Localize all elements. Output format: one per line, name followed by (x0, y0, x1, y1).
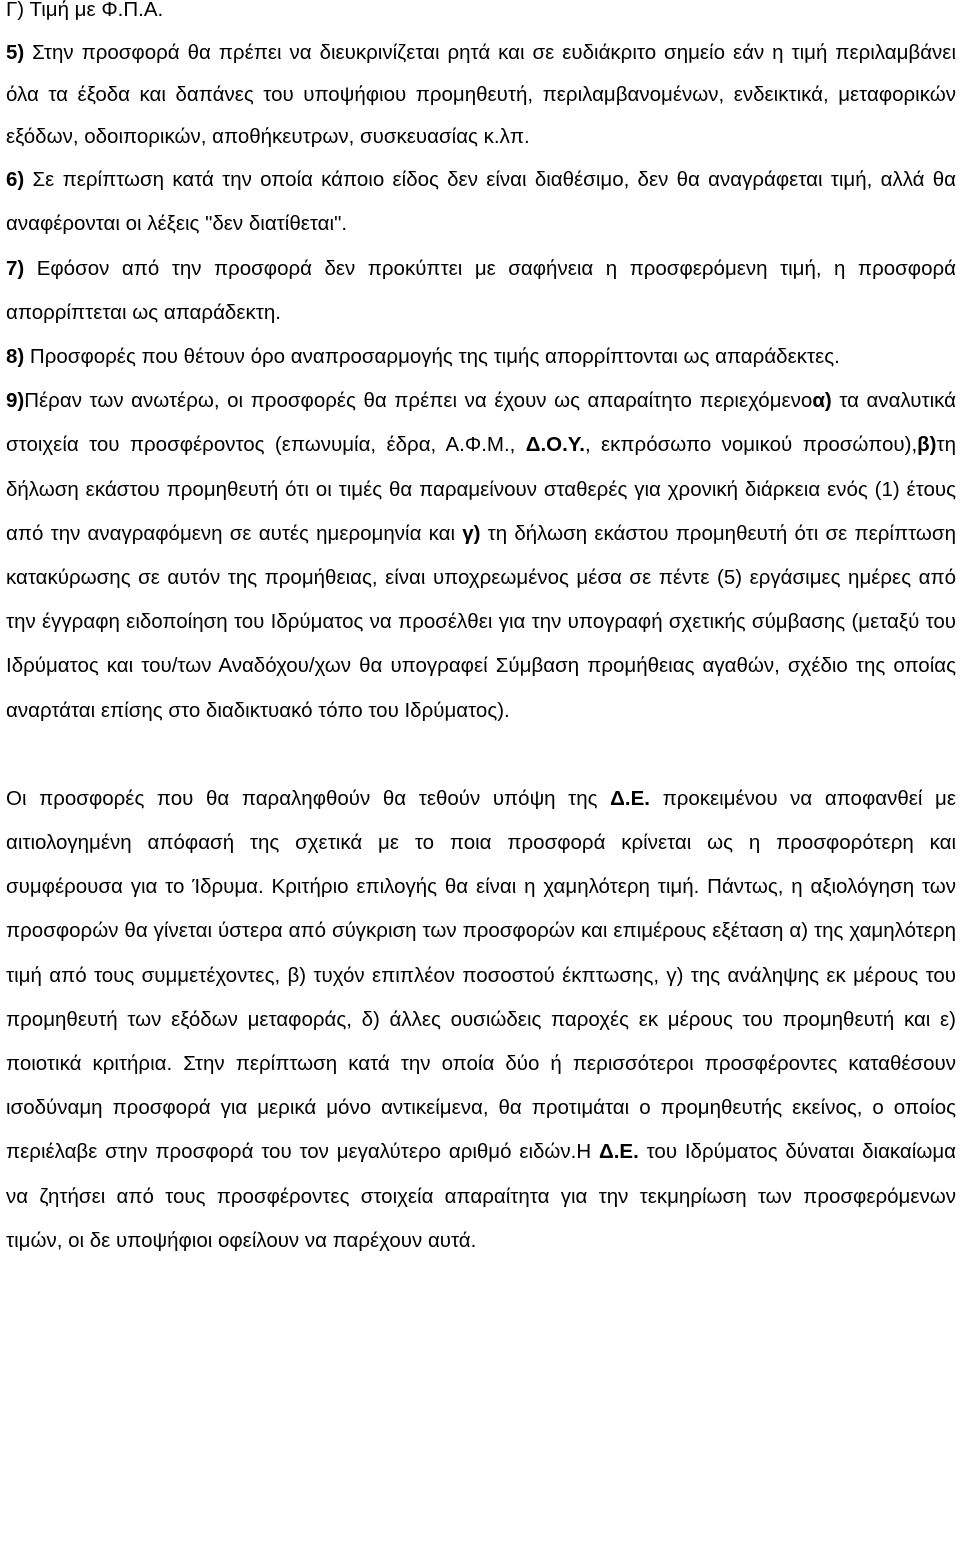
item-text: Στην προσφορά θα πρέπει να διευκρινίζεται ρητά και σε ευδιάκριτο σημείο εάν η τιμή περιλαμβάνει όλα τα έξοδα και δαπάνες του υποψήφιου προμηθευτή, περιλαμβανομένων, ενδεικτικά, μεταφορικών εξόδων, οδοιπορικών, αποθήκευτρων, συσκευασίας κ.λπ. (6, 41, 956, 149)
paragraph-spacer (6, 733, 956, 777)
doy-abbrev: Δ.Ο.Υ. (525, 433, 585, 457)
marker-a: α) (812, 389, 832, 413)
item-text: Εφόσον από την προσφορά δεν προκύπτει με σαφήνεια η προσφερόμενη τιμή, η προσφορά απορρίπτεται ως απαράδεκτη. (6, 256, 956, 324)
evaluation-text-closing: του Ιδρύματος δύναται διακαίωμα να ζητήσει από τους προσφέροντες στοιχεία απαραίτητα για την τεκμηρίωση των προσφερόμενων τιμών, οι δε υποψήφιοι οφείλουν να παρέχουν αυτά. (6, 1140, 957, 1252)
item-number: 5) (6, 41, 25, 65)
board-abbrev: Δ.Ε. (610, 786, 650, 810)
item-text-price-statement: τη δήλωση εκάστου προμηθευτή ότι οι τιμές θα παραμείνουν σταθερές για χρονική διάρκεια ενός (1) έτους από την αναγραφόμενη σε αυτές ημερομηνία και (6, 433, 956, 545)
item-text: Προσφορές που θέτουν όρο αναπροσαρμογής της τιμής απορρίπτονται ως απαράδεκτες. (24, 345, 840, 369)
paragraph-item-7 (6, 247, 956, 335)
paragraph-item-5 (6, 32, 956, 158)
paragraph-evaluation (6, 777, 956, 1263)
marker-c: γ) (462, 521, 481, 545)
marker-b: β) (917, 433, 937, 457)
evaluation-text-body: προκειμένου να αποφανθεί με αιτιολογημένη απόφασή της σχετικά με το ποια προσφορά κρίνεται ως η προσφορότερη και συμφέρουσα για το Ίδρυμα. Κριτήριο επιλογής θα είναι η χαμηλότερη τιμή. Πάντως, η αξιολόγηση των προσφορών θα γίνεται ύστερα από σύγκριση των προσφορών και επιμέρους εξέταση α) της χαμηλότερη τιμή από τους συμμετέχοντες, β) τυχόν επιπλέον ποσοστού έκπτωσης, γ) της ανάληψης εκ μέρους του προμηθευτή των εξόδων μεταφοράς, δ) άλλες ουσιώδεις παροχές εκ μέρους του προμηθευτή και ε) ποιοτικά κριτήρια. Στην περίπτωση κατά την οποία δύο ή περισσότεροι προσφέροντες καταθέσουν ισοδύναμη προσφορά για μερικά μόνο αντικείμενα, θα προτιμάται ο προμηθευτής εκείνος, ο οποίος περιέλαβε στην προσφορά του τον μεγαλύτερο αριθμό ειδών.Η (6, 786, 956, 1164)
item-text-intro: Πέραν των ανωτέρω, οι προσφορές θα πρέπει να έχουν ως απαραίτητο περιεχόμενο (24, 389, 813, 413)
paragraph-item-6 (6, 158, 956, 246)
document-page (6, 0, 956, 1263)
evaluation-text-intro: Οι προσφορές που θα παραληφθούν θα τεθούν υπόψη της (6, 786, 611, 810)
heading-price-with-vat (6, 0, 956, 32)
paragraph-item-9 (6, 379, 956, 733)
item-text-details: τα αναλυτικά στοιχεία του προσφέροντος (επωνυμία, έδρα, Α.Φ.Μ., (6, 389, 956, 457)
item-number: 8) (6, 345, 25, 369)
item-number: 6) (6, 168, 25, 192)
paragraph-item-8 (6, 335, 956, 379)
item-text-contract-statement: τη δήλωση εκάστου προμηθευτή ότι σε περίπτωση κατακύρωσης σε αυτόν της προμήθειας, είναι υποχρεωμένος μέσα σε πέντε (5) εργάσιμες ημέρες από την έγγραφη ειδοποίηση του Ιδρύματος να προσέλθει για την υπογραφή σχετικής σύμβασης (μεταξύ του Ιδρύματος και του/των Αναδόχου/χων θα υπογραφεί Σύμβαση προμήθειας αγαθών, σχέδιο της οποίας αναρτάται επίσης στο διαδικτυακό τόπο του Ιδρύματος). (6, 521, 956, 722)
item-number: 7) (6, 256, 25, 280)
item-text-representative: , εκπρόσωπο νομικού προσώπου), (584, 433, 918, 457)
heading-text: Γ) Τιμή με Φ.Π.Α. (6, 0, 164, 21)
board-abbrev: Δ.Ε. (599, 1140, 639, 1164)
item-text: Σε περίπτωση κατά την οποία κάποιο είδος δεν είναι διαθέσιμο, δεν θα αναγράφεται τιμή, αλλά θα αναφέρονται οι λέξεις "δεν διατίθεται". (6, 168, 956, 236)
item-number: 9) (6, 389, 25, 413)
